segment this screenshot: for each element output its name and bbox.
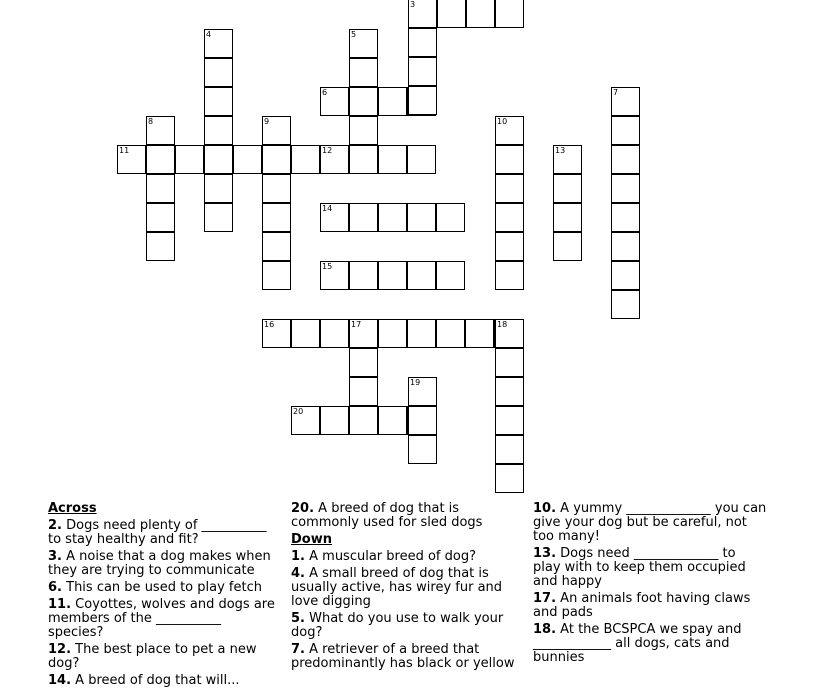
clue-item-number: 14.	[48, 673, 72, 688]
grid-cell[interactable]	[611, 232, 640, 261]
grid-cell[interactable]	[349, 261, 378, 290]
grid-cell[interactable]	[349, 348, 378, 377]
clue-item-number: 11.	[48, 597, 72, 612]
grid-cell[interactable]	[611, 145, 640, 174]
grid-cell[interactable]	[146, 174, 175, 203]
clue-item-text: A yummy _____________ you can give your dog but be careful, not too many!	[533, 501, 767, 544]
clue-item-text: At the BCSPCA we spay and ____________ all dogs, cats and bunnies	[533, 622, 742, 665]
grid-cell[interactable]	[495, 116, 524, 145]
clue-number: 19	[410, 378, 421, 387]
grid-cell[interactable]	[378, 203, 407, 232]
grid-cell[interactable]	[262, 116, 291, 145]
grid-cell[interactable]	[408, 28, 437, 57]
clue-item	[533, 592, 767, 620]
clue-number: 4	[206, 30, 212, 39]
grid-cell[interactable]	[262, 319, 291, 348]
grid-cell[interactable]	[378, 261, 407, 290]
clue-number: 17	[351, 320, 362, 329]
grid-cell[interactable]	[495, 406, 524, 435]
grid-cell[interactable]	[320, 203, 349, 232]
clue-item-number: 17.	[533, 591, 557, 606]
grid-cell[interactable]	[436, 203, 465, 232]
grid-cell[interactable]	[553, 203, 582, 232]
grid-cell[interactable]	[349, 116, 378, 145]
grid-cell[interactable]	[611, 203, 640, 232]
clue-item-text: A retriever of a breed that predominantly has black or yellow	[291, 642, 515, 671]
grid-cell[interactable]	[349, 58, 378, 87]
grid-cell[interactable]	[262, 174, 291, 203]
grid-cell[interactable]	[378, 319, 407, 348]
clue-item-text: A muscular breed of dog?	[309, 549, 476, 564]
grid-cell[interactable]	[495, 464, 524, 493]
clue-number: 20	[293, 407, 304, 416]
clue-item-text: What do you use to walk your dog?	[291, 611, 504, 640]
grid-cell[interactable]	[407, 203, 436, 232]
grid-cell[interactable]	[320, 145, 349, 174]
clue-item	[533, 547, 767, 589]
clue-item-text: A small breed of dog that is usually active, has wirey fur and love digging	[291, 566, 503, 609]
clue-number: 13	[555, 146, 566, 155]
grid-cell[interactable]	[436, 319, 465, 348]
clue-number: 9	[264, 117, 270, 126]
clue-item-number: 2.	[48, 518, 62, 533]
clue-item	[291, 502, 525, 530]
clue-item-number: 7.	[291, 642, 305, 657]
grid-cell[interactable]	[437, 0, 466, 28]
grid-cell[interactable]	[553, 145, 582, 174]
grid-cell[interactable]	[320, 87, 349, 116]
clue-item-text: A breed of dog that is commonly used for sled dogs	[291, 501, 483, 530]
down-heading: Down	[291, 532, 332, 547]
grid-cell[interactable]	[291, 319, 320, 348]
clue-item-text: Dogs need plenty of __________ to stay healthy and fit?	[48, 518, 267, 547]
down-clue-list-continued	[533, 502, 767, 665]
grid-cell[interactable]	[175, 145, 204, 174]
grid-cell[interactable]	[349, 406, 378, 435]
grid-cell[interactable]	[553, 174, 582, 203]
clue-item-text: A noise that a dog makes when they are trying to communicate	[48, 549, 271, 578]
grid-cell[interactable]	[495, 377, 524, 406]
clue-number: 18	[497, 320, 508, 329]
clue-item-number: 10.	[533, 501, 557, 516]
clue-number: 16	[264, 320, 275, 329]
clue-item	[48, 598, 280, 640]
grid-cell[interactable]	[204, 58, 233, 87]
clue-number: 8	[148, 117, 154, 126]
clue-item-number: 1.	[291, 549, 305, 564]
grid-cell[interactable]	[495, 0, 524, 28]
grid-cell[interactable]	[553, 232, 582, 261]
clue-item	[291, 567, 525, 609]
grid-cell[interactable]	[407, 319, 436, 348]
clue-item-number: 6.	[48, 580, 62, 595]
grid-cell[interactable]	[495, 174, 524, 203]
clue-number: 14	[322, 204, 333, 213]
clue-item-text: The best place to pet a new dog?	[48, 642, 257, 671]
grid-cell[interactable]	[262, 203, 291, 232]
clue-item	[291, 550, 525, 564]
clue-item-number: 5.	[291, 611, 305, 626]
grid-cell[interactable]	[233, 145, 262, 174]
grid-cell[interactable]	[436, 261, 465, 290]
grid-cell[interactable]	[117, 145, 146, 174]
clue-item	[48, 550, 280, 578]
grid-cell[interactable]	[378, 406, 407, 435]
grid-cell[interactable]	[146, 145, 175, 174]
clue-item-number: 13.	[533, 546, 557, 561]
clue-number: 6	[322, 88, 328, 97]
clue-item	[291, 643, 525, 671]
grid-cell[interactable]	[204, 203, 233, 232]
grid-cell[interactable]	[611, 116, 640, 145]
clue-item	[533, 623, 767, 665]
clue-item-text: A breed of dog that will...	[75, 673, 240, 688]
grid-cell[interactable]	[349, 145, 378, 174]
across-heading: Across	[48, 501, 97, 516]
clue-item-number: 20.	[291, 501, 315, 516]
grid-cell[interactable]	[407, 145, 436, 174]
clue-number: 3	[410, 0, 416, 9]
clue-number: 12	[322, 146, 333, 155]
clues-column-1	[48, 502, 280, 691]
grid-cell[interactable]	[408, 377, 437, 406]
grid-cell[interactable]	[611, 174, 640, 203]
grid-cell[interactable]	[349, 203, 378, 232]
grid-cell[interactable]	[349, 377, 378, 406]
clue-number: 11	[119, 146, 130, 155]
grid-cell[interactable]	[349, 29, 378, 58]
grid-cell[interactable]	[291, 145, 320, 174]
clue-item-text: This can be used to play fetch	[66, 580, 262, 595]
grid-cell[interactable]	[495, 348, 524, 377]
grid-cell[interactable]	[146, 203, 175, 232]
across-clue-list-continued	[291, 502, 525, 530]
clue-number: 7	[613, 88, 619, 97]
clues-column-3	[533, 502, 767, 668]
grid-cell[interactable]	[146, 232, 175, 261]
clue-number: 10	[497, 117, 508, 126]
grid-cell[interactable]	[466, 0, 495, 28]
grid-cell[interactable]	[204, 116, 233, 145]
grid-cell[interactable]	[495, 232, 524, 261]
grid-cell[interactable]	[408, 57, 437, 86]
grid-cell[interactable]	[204, 29, 233, 58]
grid-cell[interactable]	[408, 435, 437, 464]
grid-cell[interactable]	[349, 319, 378, 348]
clue-item-text: Coyottes, wolves and dogs are members of the __________ species?	[48, 597, 275, 640]
clue-number: 15	[322, 262, 333, 271]
grid-cell[interactable]	[291, 406, 320, 435]
clue-item-number: 12.	[48, 642, 72, 657]
grid-cell[interactable]	[320, 406, 349, 435]
grid-cell[interactable]	[465, 319, 494, 348]
clue-item	[48, 581, 280, 595]
clue-item	[48, 643, 280, 671]
grid-cell[interactable]	[262, 145, 291, 174]
grid-cell[interactable]	[408, 0, 437, 28]
grid-cell[interactable]	[204, 145, 233, 174]
grid-cell[interactable]	[495, 145, 524, 174]
down-clue-list	[291, 550, 525, 671]
grid-cell[interactable]	[407, 261, 436, 290]
grid-cell[interactable]	[611, 87, 640, 116]
grid-cell[interactable]	[262, 232, 291, 261]
clue-item-number: 18.	[533, 622, 557, 637]
grid-cell[interactable]	[320, 261, 349, 290]
grid-cell[interactable]	[495, 435, 524, 464]
clue-number: 5	[351, 30, 357, 39]
grid-cell[interactable]	[611, 261, 640, 290]
clue-item	[533, 502, 767, 544]
grid-cell[interactable]	[204, 87, 233, 116]
grid-cell[interactable]	[408, 86, 437, 115]
grid-cell[interactable]	[378, 87, 407, 116]
grid-cell[interactable]	[262, 261, 291, 290]
clue-item-number: 3.	[48, 549, 62, 564]
grid-cell[interactable]	[204, 174, 233, 203]
grid-cell[interactable]	[408, 406, 437, 435]
across-clue-list	[48, 519, 280, 688]
grid-cell[interactable]	[320, 319, 349, 348]
grid-cell[interactable]	[611, 290, 640, 319]
clue-item-text: An animals foot having claws and pads	[533, 591, 751, 620]
grid-cell[interactable]	[378, 145, 407, 174]
grid-cell[interactable]	[349, 87, 378, 116]
clue-item-text: Dogs need _____________ to play with to keep them occupied and happy	[533, 546, 746, 589]
grid-cell[interactable]	[495, 203, 524, 232]
clue-item	[48, 519, 280, 547]
clue-item	[48, 674, 280, 688]
grid-cell[interactable]	[146, 116, 175, 145]
grid-cell[interactable]	[495, 319, 524, 348]
grid-cell[interactable]	[495, 261, 524, 290]
clue-item	[291, 612, 525, 640]
clue-item-number: 4.	[291, 566, 305, 581]
clues-column-2	[291, 502, 525, 674]
